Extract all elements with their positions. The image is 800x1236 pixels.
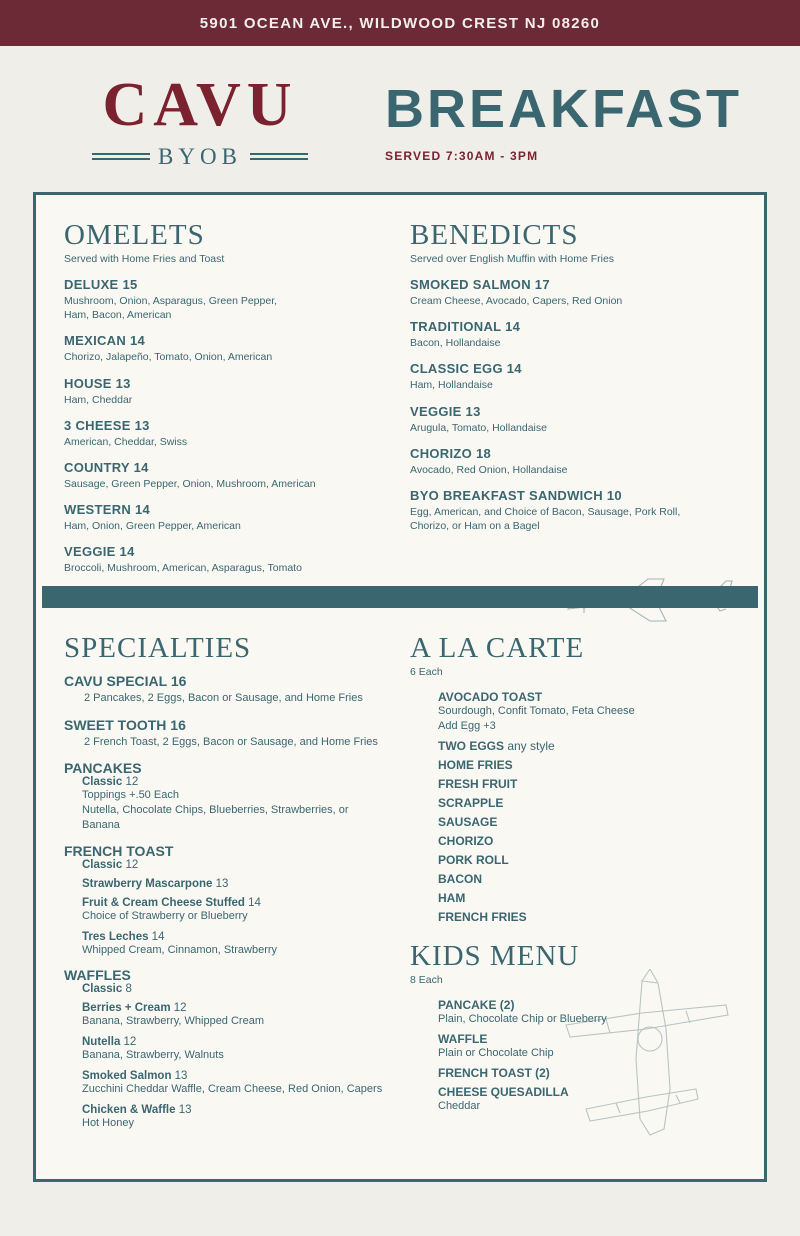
alacarte-name: AVOCADO TOAST — [438, 690, 543, 705]
section-title-omelets: OMELETS — [64, 219, 205, 251]
specialty-desc: 2 French Toast, 2 Eggs, Bacon or Sausage, and Home Fries — [84, 735, 378, 748]
menu-item-name: VEGGIE 14 — [64, 544, 135, 560]
wing-left-icon — [92, 152, 150, 162]
specialty-sub-name: Fruit & Cream Cheese Stuffed 14 — [82, 896, 261, 909]
section-title-kids: KIDS MENU — [410, 940, 580, 973]
section-subtitle-kids: 8 Each — [410, 974, 443, 987]
menu-item-name: CLASSIC EGG 14 — [410, 361, 522, 377]
specialty-name: PANCAKES — [64, 760, 142, 777]
specialty-item — [64, 967, 388, 1130]
menu-item — [410, 404, 736, 435]
airplane-illustration-2-icon — [546, 969, 746, 1149]
page-title: BREAKFAST — [385, 78, 743, 139]
specialty-item — [64, 673, 388, 706]
alacarte-name: PORK ROLL — [438, 853, 509, 868]
menu-item-desc: Egg, American, and Choice of Bacon, Sausage, Pork Roll, Chorizo, or Ham on a Bagel — [410, 505, 681, 533]
kids-name: WAFFLE — [438, 1031, 488, 1046]
specialty-sub-desc: Banana, Strawberry, Whipped Cream — [82, 1015, 264, 1028]
title-block — [340, 78, 760, 164]
menu-item-name: COUNTRY 14 — [64, 459, 149, 475]
alacarte-item — [438, 872, 736, 886]
section-subtitle-benedicts: Served over English Muffin with Home Fries — [410, 253, 615, 265]
logo-wings — [60, 144, 340, 170]
alacarte-item — [438, 910, 736, 924]
section-title-benedicts: BENEDICTS — [410, 219, 579, 251]
specialty-name: WAFFLES — [64, 967, 131, 984]
menu-item-desc: Cream Cheese, Avocado, Capers, Red Onion — [410, 295, 623, 307]
logo-byob: BYOB — [158, 144, 242, 169]
alacarte-item — [438, 853, 736, 867]
specialty-sub-item — [64, 1036, 388, 1063]
menu-item — [64, 418, 388, 449]
menu-item-desc: Ham, Hollandaise — [410, 379, 493, 392]
menu-item-name: 3 CHEESE 13 — [64, 417, 150, 433]
section-subtitle-alacarte: 6 Each — [410, 666, 443, 679]
top-section — [36, 195, 764, 586]
specialty-item — [64, 760, 388, 833]
menu-item — [410, 319, 736, 350]
menu-item — [410, 488, 736, 533]
alacarte-item — [438, 891, 736, 905]
alacarte-item — [438, 815, 736, 829]
logo-wordmark: CAVU — [102, 71, 298, 139]
menu-item-name: HOUSE 13 — [64, 375, 131, 391]
specialty-sub-item — [64, 878, 388, 890]
specialty-sub-item — [64, 897, 388, 924]
specialty-sub-desc: Zucchini Cheddar Waffle, Cream Cheese, Red Onion, Capers — [82, 1083, 383, 1096]
specialty-sub-name: Berries + Cream 12 — [82, 1002, 187, 1015]
specialty-sub-item — [64, 983, 388, 995]
served-hours: SERVED 7:30AM - 3PM — [385, 149, 539, 164]
menu-item — [64, 460, 388, 491]
alacarte-name: FRENCH FRIES — [438, 910, 527, 925]
specialty-sub-desc: Choice of Strawberry or Blueberry — [82, 909, 248, 922]
address-bar: 5901 OCEAN AVE., WILDWOOD CREST NJ 08260 — [0, 0, 800, 46]
specialty-name: FRENCH TOAST — [64, 842, 174, 859]
specialty-sub-name: Classic 8 — [82, 983, 132, 996]
kids-desc: Plain or Chocolate Chip — [438, 1046, 554, 1059]
specialty-sub-item — [64, 776, 388, 833]
menu-item-name: WESTERN 14 — [64, 502, 151, 518]
kids-name: PANCAKE (2) — [438, 998, 515, 1013]
menu-item-desc: Sausage, Green Pepper, Onion, Mushroom, American — [64, 477, 316, 490]
menu-item-desc: Broccoli, Mushroom, American, Asparagus, Tomato — [64, 562, 302, 575]
menu-item-name: MEXICAN 14 — [64, 333, 146, 349]
wing-right-icon — [250, 152, 308, 162]
alacarte-item — [438, 796, 736, 810]
kids-desc: Cheddar — [438, 1099, 481, 1112]
menu-item — [64, 333, 388, 364]
kids-name: FRENCH TOAST (2) — [438, 1065, 550, 1080]
menu-item — [64, 502, 388, 533]
alacarte-item — [438, 758, 736, 772]
specialty-sub-name: Nutella 12 — [82, 1036, 137, 1049]
alacarte-name: HOME FRIES — [438, 758, 513, 773]
alacarte-name: CHORIZO — [438, 834, 494, 849]
specialty-sub-item — [64, 1104, 388, 1131]
alacarte-name: FRESH FRUIT — [438, 777, 518, 792]
specialties-section — [64, 634, 400, 1140]
alacarte-name: BACON — [438, 872, 482, 887]
menu-item-name: DELUXE 15 — [64, 277, 138, 292]
section-title-specialties: SPECIALTIES — [64, 632, 252, 665]
menu-item-name: TRADITIONAL 14 — [410, 319, 521, 335]
alacarte-item — [438, 739, 736, 753]
specialty-sub-name: Tres Leches 14 — [82, 930, 165, 943]
specialty-name: SWEET TOOTH 16 — [64, 716, 186, 733]
menu-item — [410, 361, 736, 392]
specialty-sub-name: Chicken & Waffle 13 — [82, 1103, 192, 1116]
menu-item-name: SMOKED SALMON 17 — [410, 277, 550, 292]
menu-item-desc: Bacon, Hollandaise — [410, 337, 501, 350]
section-subtitle-omelets: Served with Home Fries and Toast — [64, 253, 225, 265]
menu-item — [410, 446, 736, 477]
specialty-name: CAVU SPECIAL 16 — [64, 673, 187, 690]
specialty-sub-desc: Hot Honey — [82, 1116, 134, 1129]
menu-item-desc: Ham, Onion, Green Pepper, American — [64, 520, 241, 533]
specialty-sub-item — [64, 1070, 388, 1097]
alacarte-name: SAUSAGE — [438, 815, 498, 830]
menu-item-name: VEGGIE 13 — [410, 403, 481, 419]
specialty-item — [64, 843, 388, 958]
alacarte-desc: Sourdough, Confit Tomato, Feta Cheese Add Egg +3 — [438, 705, 635, 733]
menu-item — [410, 277, 736, 308]
menu-item-desc: American, Cheddar, Swiss — [64, 435, 188, 448]
specialty-desc: 2 Pancakes, 2 Eggs, Bacon or Sausage, and Home Fries — [84, 692, 363, 705]
specialty-sub-desc: Banana, Strawberry, Walnuts — [82, 1049, 224, 1062]
menu-item-name: BYO BREAKFAST SANDWICH 10 — [410, 487, 622, 503]
airplane-illustration-icon — [560, 563, 740, 633]
kids-desc: Plain, Chocolate Chip or Blueberry — [438, 1013, 607, 1026]
benedicts-section — [400, 221, 736, 586]
alacarte-item — [438, 834, 736, 848]
menu-item-desc: Avocado, Red Onion, Hollandaise — [410, 463, 568, 476]
kids-name: CHEESE QUESADILLA — [438, 1084, 569, 1099]
section-title-alacarte: A LA CARTE — [410, 632, 585, 665]
specialty-sub-name: Classic 12 — [82, 858, 139, 871]
menu-item — [64, 376, 388, 407]
specialty-sub-name: Strawberry Mascarpone 13 — [82, 877, 229, 890]
omelets-section — [64, 221, 400, 586]
specialty-item — [64, 717, 388, 750]
menu-frame — [33, 192, 767, 1182]
specialty-sub-name: Classic 12 — [82, 776, 139, 789]
menu-item-desc: Ham, Cheddar — [64, 393, 133, 406]
logo — [40, 71, 340, 170]
menu-item-desc: Mushroom, Onion, Asparagus, Green Pepper, Ham, Bacon, American — [64, 295, 278, 322]
specialty-sub-name: Smoked Salmon 13 — [82, 1070, 188, 1083]
menu-item-desc: Chorizo, Jalapeño, Tomato, Onion, American — [64, 351, 273, 364]
alacarte-name: SCRAPPLE — [438, 796, 504, 811]
alacarte-item — [438, 777, 736, 791]
specialty-sub-desc: Whipped Cream, Cinnamon, Strawberry — [82, 943, 278, 956]
menu-item — [64, 544, 388, 575]
specialty-sub-desc: Toppings +.50 Each Nutella, Chocolate Chips, Blueberries, Strawberries, or Banana — [82, 789, 349, 831]
alacarte-name: TWO EGGS any style — [438, 739, 555, 754]
page-header — [0, 46, 800, 186]
menu-item-name: CHORIZO 18 — [410, 445, 492, 461]
alacarte-item — [438, 690, 736, 734]
menu-item-desc: Arugula, Tomato, Hollandaise — [410, 421, 547, 434]
alacarte-name: HAM — [438, 891, 466, 906]
specialty-sub-item — [64, 859, 388, 871]
menu-item — [64, 277, 388, 322]
specialty-sub-item — [64, 931, 388, 958]
specialty-sub-item — [64, 1002, 388, 1029]
